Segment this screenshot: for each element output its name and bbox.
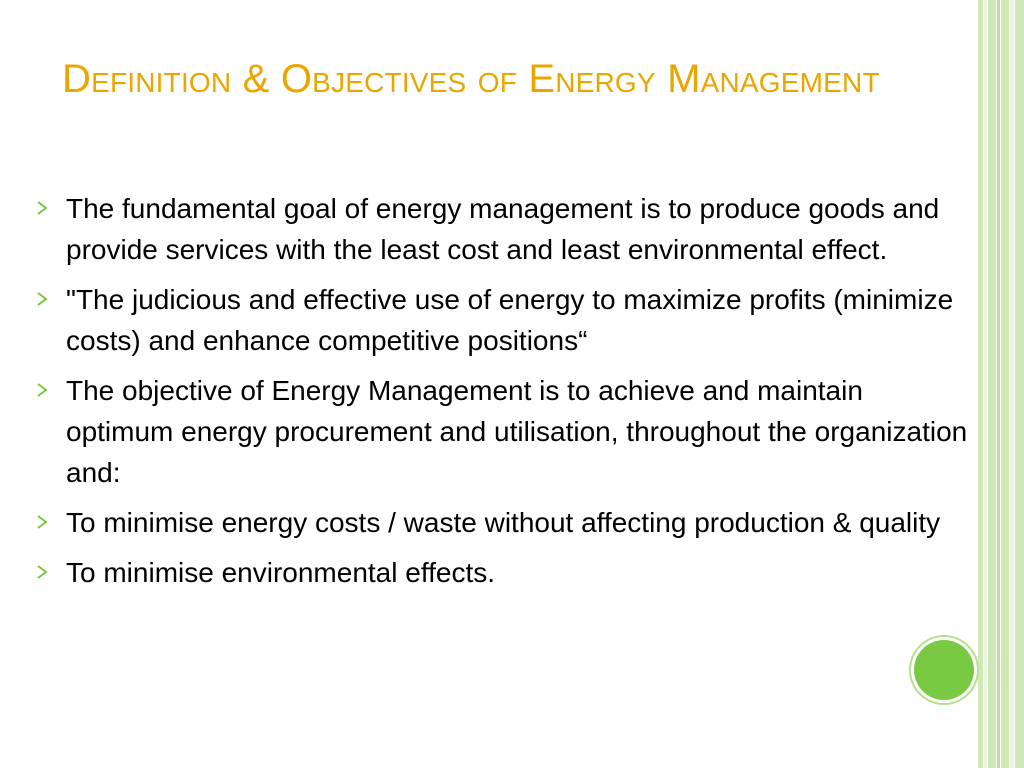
chevron-right-icon [36,383,48,397]
decorative-stripe [1001,0,1009,768]
bullet-list [34,188,969,602]
bullet-text: The objective of Energy Management is to achieve and maintain optimum energy procurement and utilisation, throughout the organization and: [66,375,968,488]
bullet-item [34,188,969,270]
chevron-right-icon [36,292,48,306]
decorative-stripe [978,0,983,768]
bullet-text: "The judicious and effective use of energy to maximize profits (minimize costs) and enhance competitive positions“ [66,284,954,356]
bullet-item [34,502,969,543]
decorative-stripe [1010,0,1014,768]
bullet-text: To minimise energy costs / waste without affecting production & quality [66,507,941,538]
bullet-item [34,552,969,593]
slide-title: Definition & Objectives of Energy Management [62,57,880,101]
bullet-item [34,370,969,493]
chevron-right-icon [36,201,48,215]
decorative-stripe [984,0,987,768]
chevron-right-icon [36,515,48,529]
decorative-stripe [1015,0,1024,768]
chevron-right-icon [36,565,48,579]
decorative-stripe [988,0,996,768]
bullet-text: The fundamental goal of energy management is to produce goods and provide services with the least cost and least environmental effect. [66,193,940,265]
decorative-stripe [997,0,1000,768]
bullet-item [34,279,969,361]
bullet-text: To minimise environmental effects. [66,557,495,588]
decorative-green-circle [914,640,974,700]
